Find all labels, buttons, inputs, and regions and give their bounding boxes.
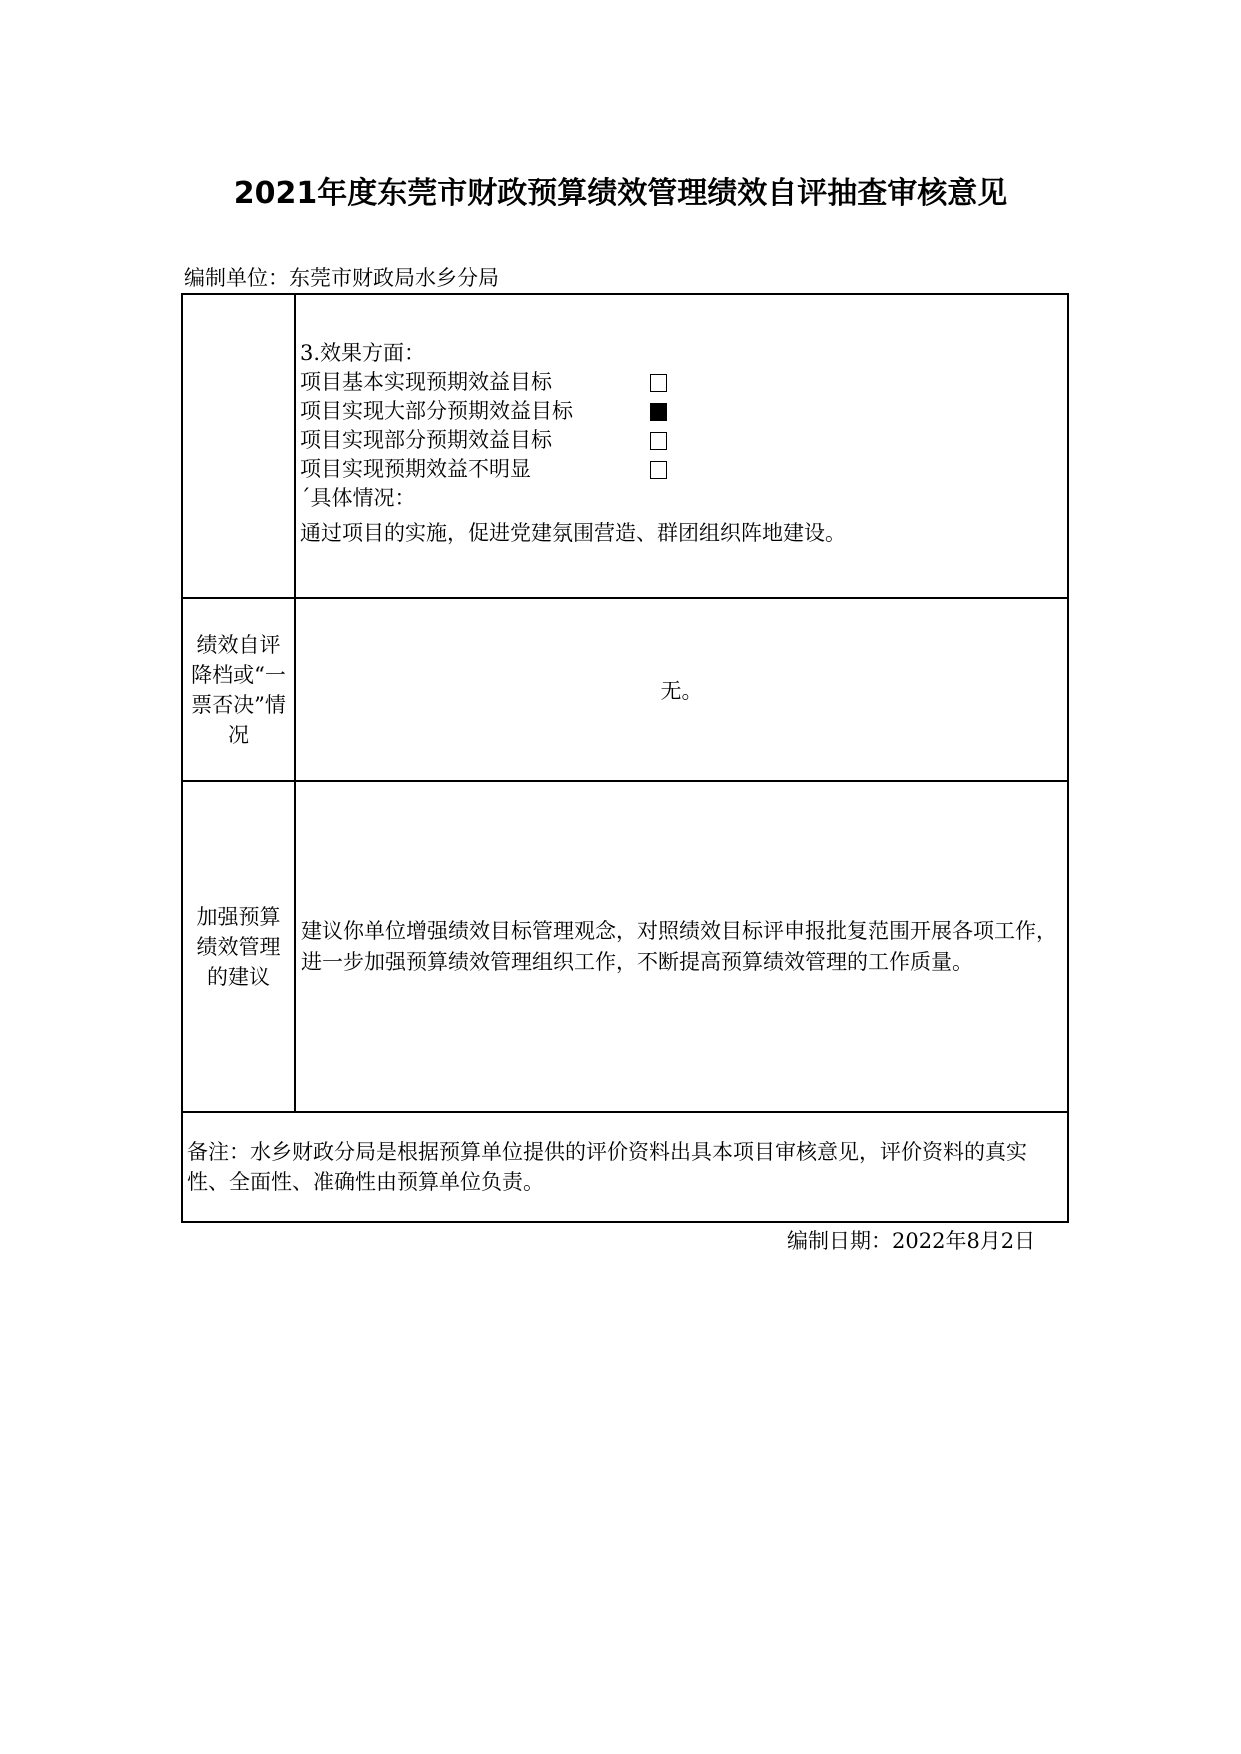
option-item	[300, 426, 1061, 455]
option-label: 项目实现大部分预期效益目标	[300, 399, 573, 423]
option-label: 项目实现部分预期效益目标	[300, 428, 552, 452]
suggestion-value: 建议你单位增强绩效目标管理观念，对照绩效目标评申报批复范围开展各项工作，进一步加强预算绩效管理组织工作，不断提高预算绩效管理的工作质量。	[301, 918, 1057, 974]
option-item	[300, 368, 1061, 397]
option-label: 项目基本实现预期效益目标	[300, 370, 552, 394]
suggestion-label: 加强预算绩效管理的建议	[182, 781, 295, 1112]
table-row	[182, 1112, 1068, 1222]
option-item	[300, 397, 1061, 426]
review-table	[181, 293, 1069, 1223]
effects-cell	[295, 294, 1068, 598]
option-item	[300, 455, 1061, 484]
checkbox-checked-icon	[650, 403, 667, 421]
row-label-empty	[182, 294, 295, 598]
downgrade-value: 无。	[295, 598, 1068, 781]
note: 备注：水乡财政分局是根据预算单位提供的评价资料出具本项目审核意见，评价资料的真实性、全面性、准确性由预算单位负责。	[182, 1112, 1068, 1222]
suggestion-cell	[295, 781, 1068, 1112]
downgrade-label: 绩效自评降档或“一票否决”情况	[182, 598, 295, 781]
option-label: 项目实现预期效益不明显	[300, 457, 531, 481]
checkbox-unchecked-icon	[650, 374, 667, 392]
compile-date: 编制日期：2022年8月2日	[787, 1229, 1036, 1253]
table-row	[182, 781, 1068, 1112]
table-row	[182, 294, 1068, 598]
checkbox-unchecked-icon	[650, 432, 667, 450]
table-row	[182, 598, 1068, 781]
detail-label: ´具体情况：	[300, 486, 416, 510]
detail-text: 通过项目的实施，促进党建氛围营造、群团组织阵地建设。	[300, 521, 846, 545]
checkbox-unchecked-icon	[650, 461, 667, 479]
page-title: 2021年度东莞市财政预算绩效管理绩效自评抽查审核意见	[233, 176, 1008, 211]
effects-heading: 3.效果方面：	[300, 341, 426, 365]
compiling-unit: 编制单位：东莞市财政局水乡分局	[184, 266, 499, 290]
